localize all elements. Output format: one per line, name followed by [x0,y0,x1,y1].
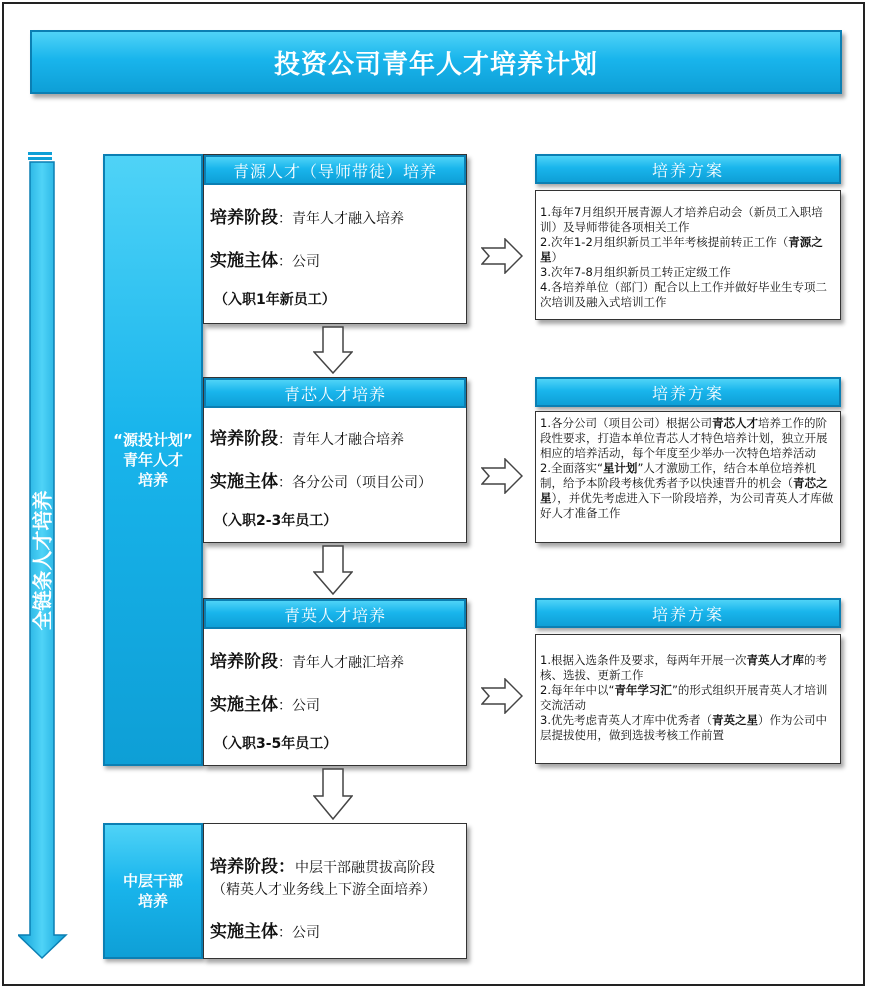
plan-box [535,411,841,543]
youth-plan-block [103,154,203,766]
right-arrow [481,458,523,494]
page-title [30,30,842,94]
stage-note: （入职3-5年员工） [214,736,338,752]
plan-item: 1.各分公司（项目公司）根据公司青芯人才培养工作的阶段性要求，打造本单位青芯人才特色培养计划，独立开展相应的培养活动，每个年度至少举办一次特色培养活动 [540,416,828,460]
down-arrow [313,545,353,595]
plan-item: 3.优先考虑青英人才库中优秀者（青英之星）作为公司中层提拔使用，做到选拔考核工作前置 [540,713,827,742]
plan-item: 1.根据入选条件及要求，每两年开展一次青英人才库的考核、选拔、更新工作 [540,653,827,682]
stage-box: 青英人才培养 培养阶段：青年人才融汇培养 实施主体：公司 （入职3-5年员工） [203,598,467,766]
youth-plan-label: “源投计划” 青年人才 培养 [113,430,193,490]
plan-item: 1.每年7月组织开展青源人才培养启动会（新员工入职培训）及导师带徒各项相关工作 [540,205,823,234]
middle-cadre-label: 中层干部 培养 [122,871,183,910]
stage-note: （入职1年新员工） [214,292,336,308]
stage-header: 青芯人才培养 [204,378,466,408]
plan-box [535,634,841,764]
page-title-text: 投资公司青年人才培养计划 [273,49,598,80]
right-arrow [481,238,523,274]
stage-header: 青英人才培养 [204,599,466,629]
plan-box [535,190,841,320]
plan-header: 培养方案 [535,154,841,184]
plan-item: 2.每年年中以“青年学习汇”的形式组织开展青英人才培训交流活动 [540,683,828,712]
plan-item: 2.全面落实“星计划”人才激励工作，结合本单位培养机制，给予本阶段考核优秀者予以快速晋升的机会（青芯之星），并优先考虑进入下一阶段培养，为公司青英人才库做好人才准备工作 [540,461,834,520]
stage-box: 培养阶段：中层干部融贯拔高阶段 （精英人才业务线上下游全面培养） 实施主体：公司 [203,823,467,959]
down-arrow [313,768,353,820]
stage-note: （入职2-3年员工） [214,513,338,529]
stage-box: 青芯人才培养 培养阶段：青年人才融合培养 实施主体：各分公司（项目公司） （入职2-3年员工） [203,377,467,543]
plan-item: 3.次年7-8月组织新员工转正定级工作 [540,265,731,279]
middle-cadre-block [103,823,203,959]
plan-header: 培养方案 [535,598,841,628]
side-label: 全链条人才培养 [30,490,55,630]
down-arrow [313,326,353,374]
stage-header: 青源人才（导师带徒）培养 [204,155,466,185]
plan-item: 2.次年1-2月组织新员工半年考核提前转正工作（青源之星） [540,235,823,264]
plan-header: 培养方案 [535,377,841,407]
plan-item: 4.各培养单位（部门）配合以上工作并做好毕业生专项二次培训及融入式培训工作 [540,280,827,309]
stage-box: 青源人才（导师带徒）培养 培养阶段：青年人才融入培养 实施主体：公司 （入职1年新员工） [203,154,467,324]
right-arrow [481,678,523,714]
